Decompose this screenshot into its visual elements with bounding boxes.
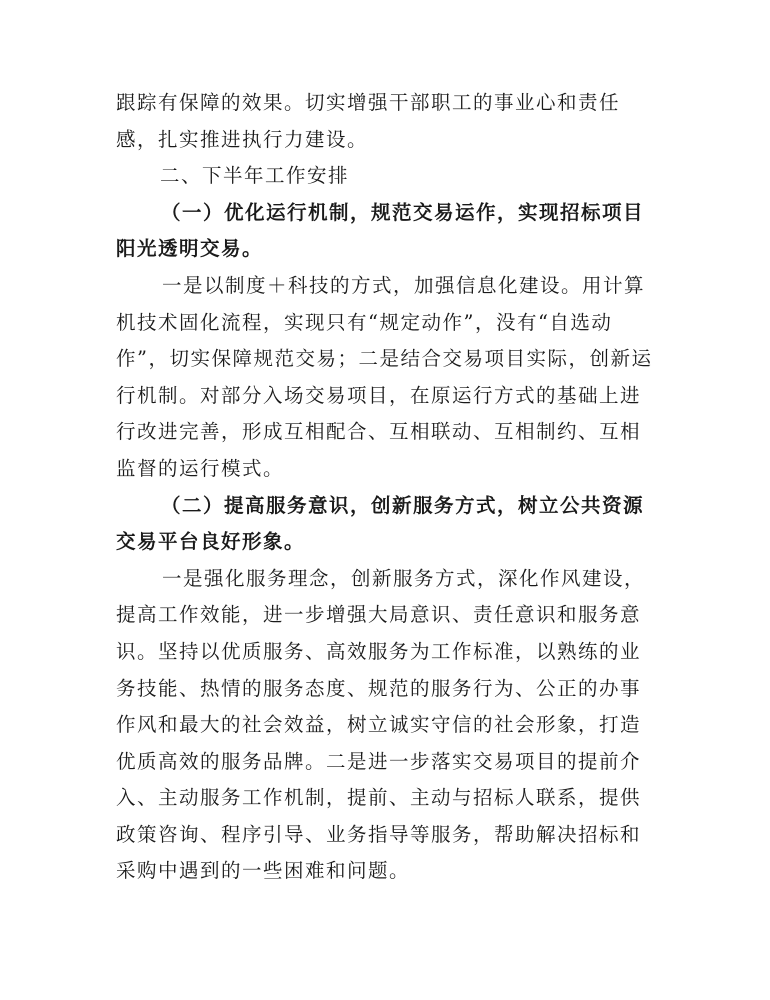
paragraph-line: 跟踪有保障的效果。切实增强干部职工的事业心和责任	[116, 91, 621, 114]
paragraph-line: 作风和最大的社会效益，树立诚实守信的社会形象，打造	[116, 713, 642, 737]
subsection-heading-2: （二）提高服务意识，创新服务方式，树立公共资源	[161, 493, 645, 517]
paragraph-line: 识。坚持以优质服务、高效服务为工作标准，以熟练的业	[116, 639, 642, 663]
subsection-heading-2-cont: 交易平台良好形象。	[116, 530, 306, 554]
paragraph-line: 一是以制度＋科技的方式，加强信息化建设。用计算	[162, 273, 646, 297]
paragraph-line: 行机制。对部分入场交易项目，在原运行方式的基础上进	[116, 383, 642, 407]
section-heading: 二、下半年工作安排	[160, 164, 350, 188]
subsection-heading-1-cont: 阳光透明交易。	[116, 237, 264, 261]
paragraph-line: 行改进完善，形成互相配合、互相联动、互相制约、互相	[116, 420, 642, 444]
paragraph-line: 一是强化服务理念，创新服务方式，深化作风建设，	[162, 566, 646, 590]
paragraph-line: 提高工作效能，进一步增强大局意识、责任意识和服务意	[116, 603, 642, 627]
paragraph-line: 优质高效的服务品牌。二是进一步落实交易项目的提前介	[116, 749, 642, 773]
document-body	[116, 85, 652, 890]
paragraph-line: 机技术固化流程，实现只有“规定动作”，没有“自选动	[116, 310, 613, 334]
paragraph-line: 感，扎实推进执行力建设。	[116, 127, 369, 151]
paragraph-line: 监督的运行模式。	[116, 456, 285, 480]
paragraph-line: 采购中遇到的一些困难和问题。	[116, 859, 411, 883]
paragraph-line: 政策咨询、程序引导、业务指导等服务，帮助解决招标和	[116, 822, 642, 846]
subsection-heading-1: （一）优化运行机制，规范交易运作，实现招标项目	[161, 200, 645, 224]
paragraph-line: 入、主动服务工作机制，提前、主动与招标人联系，提供	[116, 786, 642, 810]
paragraph-line: 作”，切实保障规范交易；二是结合交易项目实际，创新运	[116, 347, 653, 371]
paragraph-line: 务技能、热情的服务态度、规范的服务行为、公正的办事	[116, 676, 642, 700]
